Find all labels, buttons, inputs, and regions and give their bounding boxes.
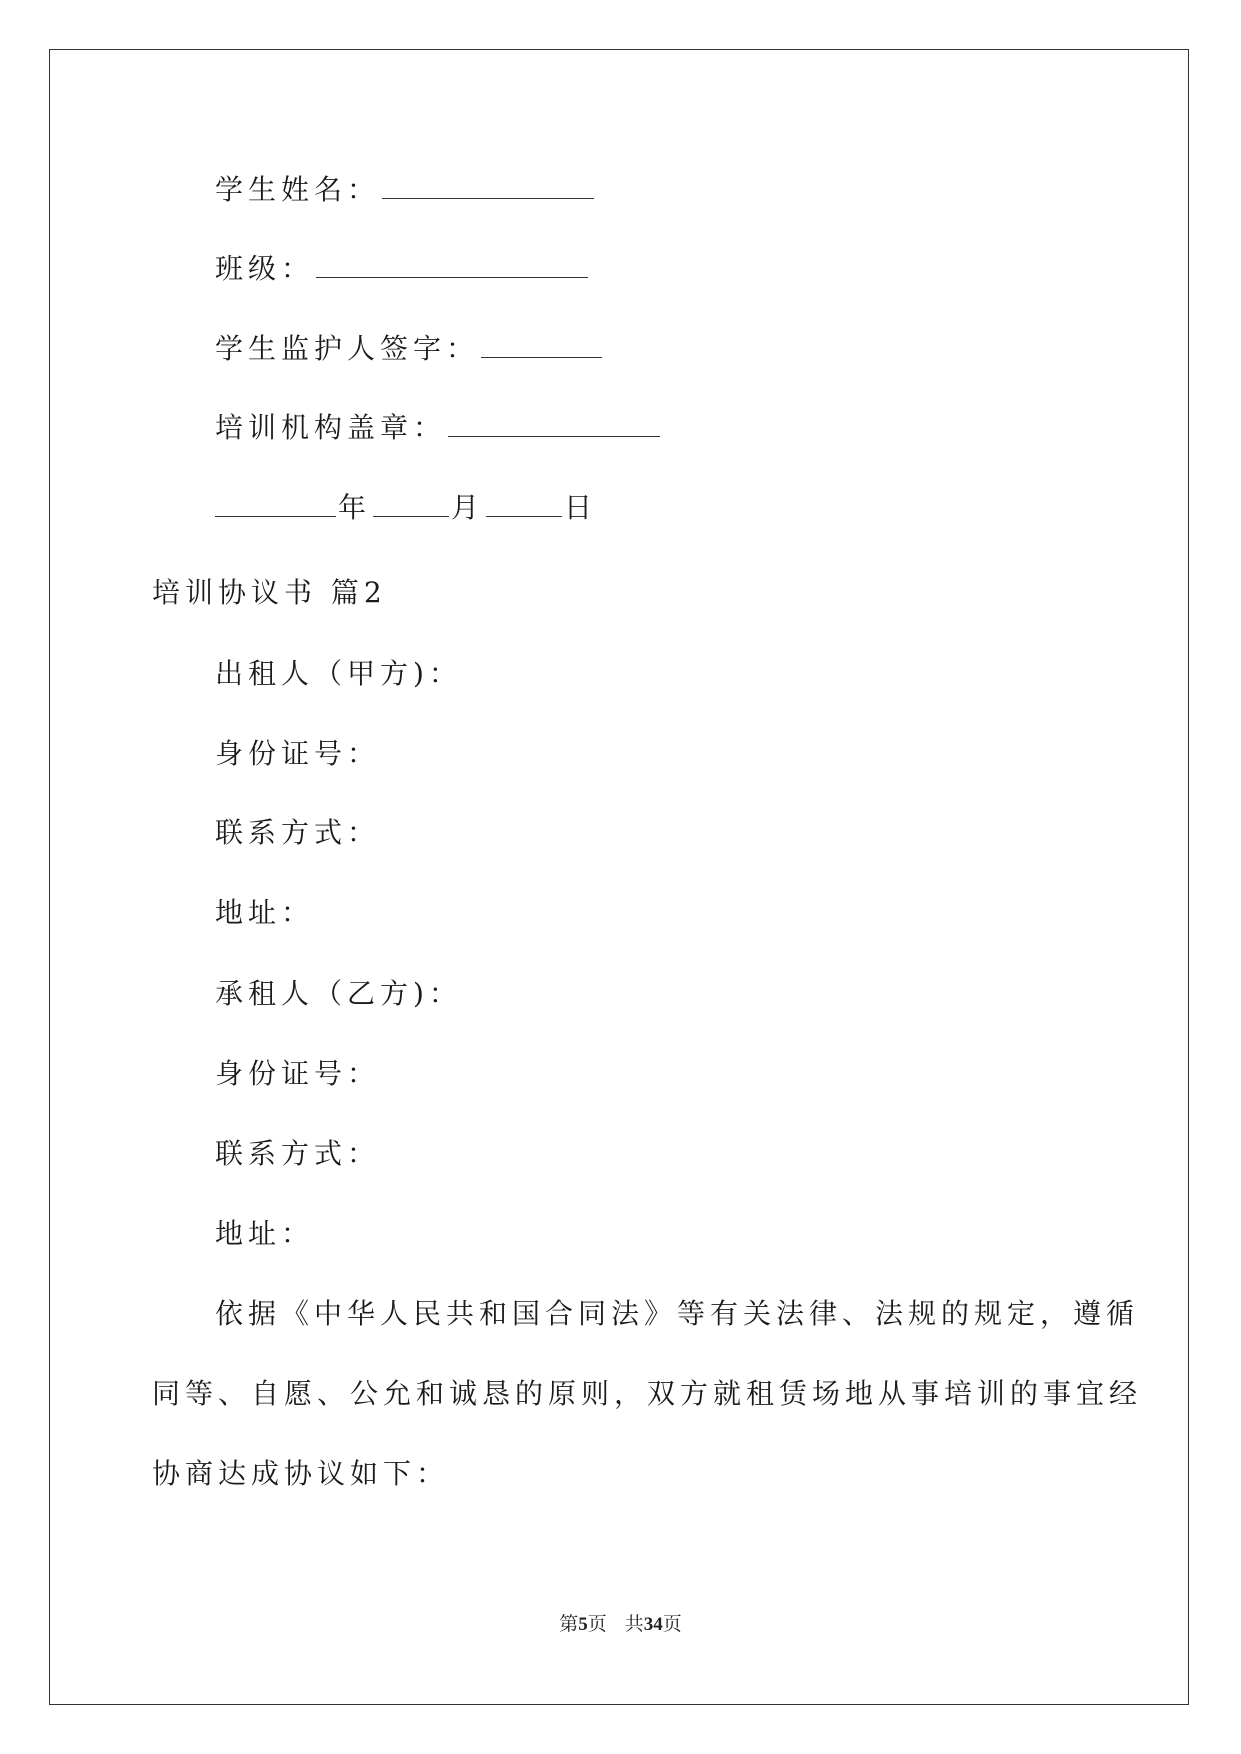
paragraph-line-2: 同等、自愿、公允和诚恳的原则，双方就租赁场地从事培训的事宜经 <box>152 1377 1143 1410</box>
class-label: 班级： <box>215 252 315 285</box>
paragraph-line-1: 依据《中华人民共和国合同法》等有关法律、法规的规定，遵循 <box>215 1297 1140 1330</box>
lessee-address-label: 地址： <box>215 1217 315 1250</box>
month-blank[interactable] <box>373 490 449 517</box>
lessor-contact-label: 联系方式： <box>215 816 381 849</box>
year-label: 年 <box>338 491 372 524</box>
lessor-id-label: 身份证号： <box>215 737 381 770</box>
lessor-address-label: 地址： <box>215 896 315 929</box>
guardian-signature-label: 学生监护人签字： <box>215 332 480 365</box>
page-footer <box>0 1609 1241 1636</box>
student-name-blank[interactable] <box>382 172 594 199</box>
date-line <box>215 490 597 526</box>
total-pages: 34 <box>643 1614 663 1635</box>
month-label: 月 <box>451 491 485 524</box>
institution-seal-label: 培训机构盖章： <box>215 411 447 444</box>
student-name-label: 学生姓名： <box>215 173 381 206</box>
paragraph-line-3: 协商达成协议如下： <box>152 1457 450 1490</box>
section-title: 培训协议书 篇2 <box>152 576 387 609</box>
institution-seal-blank[interactable] <box>448 410 660 437</box>
total-prefix: 共 <box>624 1614 644 1635</box>
guardian-signature-blank[interactable] <box>481 331 602 358</box>
class-blank[interactable] <box>316 251 588 278</box>
day-label: 日 <box>564 491 598 524</box>
page-number: 5 <box>578 1614 588 1635</box>
lessor-label: 出租人（甲方)： <box>215 657 462 690</box>
day-blank[interactable] <box>486 490 562 517</box>
institution-seal-line <box>215 410 662 446</box>
lessee-label: 承租人（乙方)： <box>215 977 462 1010</box>
page-suffix: 页 <box>587 1614 607 1635</box>
guardian-signature-line <box>215 331 604 367</box>
page-prefix: 第 <box>559 1614 579 1635</box>
total-suffix: 页 <box>662 1614 682 1635</box>
lessee-id-label: 身份证号： <box>215 1057 381 1090</box>
student-name-line <box>215 172 596 208</box>
lessee-contact-label: 联系方式： <box>215 1137 381 1170</box>
class-line <box>215 251 590 287</box>
year-blank[interactable] <box>215 490 336 517</box>
